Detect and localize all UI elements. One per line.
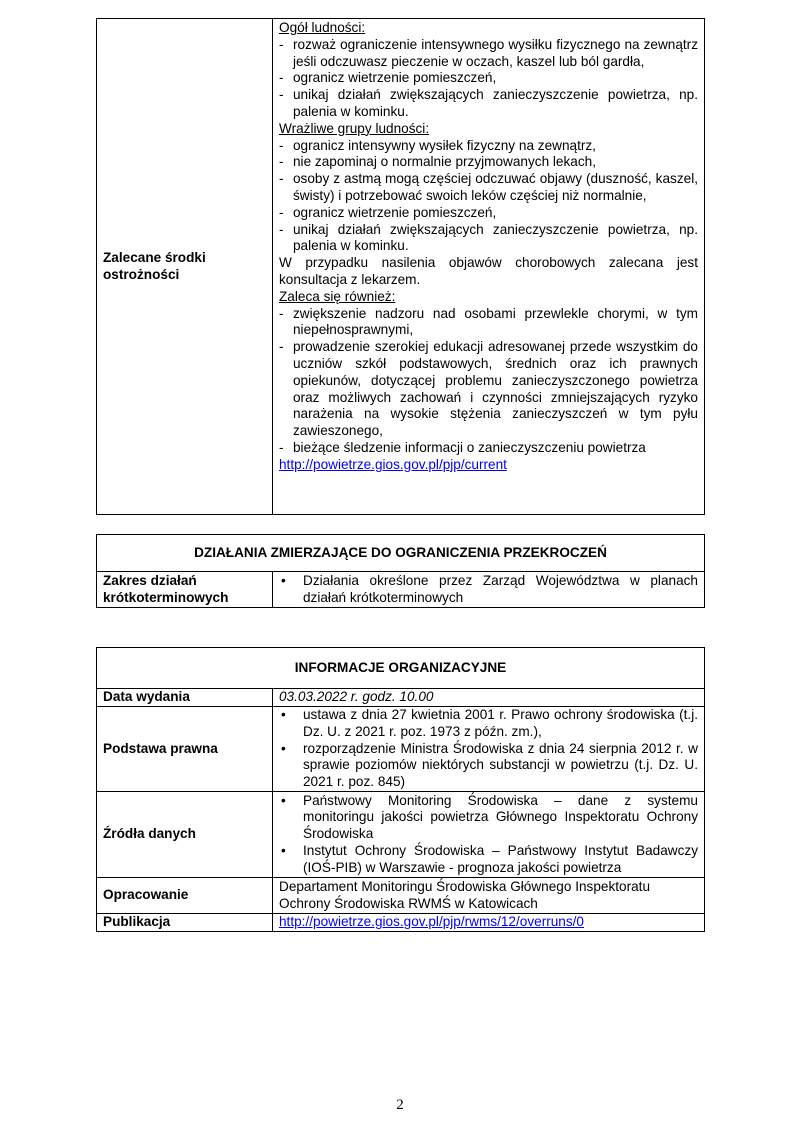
org-table xyxy=(96,647,705,932)
general-item: - unikaj działań zwiększających zanieczyszczenie powietrza, np. palenia w kominku. xyxy=(279,87,698,119)
sensitive-item: - ogranicz wietrzenie pomieszczeń, xyxy=(279,204,497,220)
sensitive-item: - unikaj działań zwiększających zanieczyszczenie powietrza, np. palenia w kominku. xyxy=(279,221,698,254)
legal-item: • ustawa z dnia 27 kwietnia 2001 r. Prawo ochrony środowiska (t.j. Dz. U. z 2021 r. poz. 1973 z późn. zm.), xyxy=(281,707,698,739)
current-data-link[interactable]: http://powietrze.gios.gov.pl/pjp/current xyxy=(279,456,507,472)
publication-cell xyxy=(273,914,705,932)
legal-item: • rozporządzenie Ministra Środowiska z dnia 24 sierpnia 2012 r. w sprawie poziomów niektórych substancji w powietrzu (t.j. Dz. U. 2021 r. poz. 845) xyxy=(281,740,698,790)
actions-label: Zakres działań krótkoterminowych xyxy=(97,572,273,608)
also-item: - prowadzenie szerokiej edukacji adresowanej przede wszystkim do uczniów szkół podstawowych, średnich oraz ich prawnych opiekunów, dotyczącej problemu zanieczyszczonego powietrza oraz możliwych zachowań i czynności zmniejszających ryzyko narażenia na wysokie stężenia zanieczyszczeń w tym pyłu zawieszonego, xyxy=(279,339,698,439)
precautions-table xyxy=(96,18,705,515)
precautions-content xyxy=(273,19,705,515)
prepared-by-label: Opracowanie xyxy=(97,878,273,914)
source-item: • Państwowy Monitoring Środowiska – dane z systemu monitoringu jakości powietrza Głównego Inspektoratu Ochrony Środowiska xyxy=(281,792,698,842)
general-item: - ogranicz wietrzenie pomieszczeń, xyxy=(279,70,497,86)
also-item: - zwiększenie nadzoru nad osobami przewlekle chorymi, w tym niepełnosprawnymi, xyxy=(279,305,698,338)
sensitive-item: - nie zapominaj o normalnie przyjmowanych lekach, xyxy=(279,154,596,170)
publication-link[interactable]: http://powietrze.gios.gov.pl/pjp/rwms/12/overruns/0 xyxy=(279,914,584,930)
consult-text: W przypadku nasilenia objawów chorobowych zalecana jest konsultacja z lekarzem. xyxy=(279,255,698,287)
sensitive-item: - osoby z astmą mogą częściej odczuwać objawy (duszność, kaszel, świsty) i potrzebować swoich leków częściej niż normalnie, xyxy=(279,171,698,203)
data-sources-content xyxy=(273,792,705,878)
legal-basis-label: Podstawa prawna xyxy=(97,707,273,792)
publication-label: Publikacja xyxy=(97,914,273,932)
org-heading: INFORMACJE ORGANIZACYJNE xyxy=(97,648,705,689)
data-sources-label: Źródła danych xyxy=(97,792,273,878)
actions-table xyxy=(96,534,705,608)
also-item: - bieżące śledzenie informacji o zanieczyszczeniu powietrza xyxy=(279,439,646,455)
page-number: 2 xyxy=(396,1097,404,1113)
general-heading: Ogół ludności: xyxy=(279,20,366,35)
also-heading: Zaleca się również: xyxy=(279,288,396,304)
legal-basis-content xyxy=(273,707,705,792)
sensitive-heading: Wrażliwe grupy ludności: xyxy=(279,120,430,136)
sensitive-item: - ogranicz intensywny wysiłek fizyczny na zewnątrz, xyxy=(279,137,596,153)
general-item: - rozważ ograniczenie intensywnego wysiłku fizycznego na zewnątrz jeśli odczuwasz pieczenie w oczach, kaszel lub ból gardła, xyxy=(279,36,698,69)
actions-item: • Działania określone przez Zarząd Województwa w planach działań krótkoterminowych xyxy=(281,572,698,605)
issue-date-label: Data wydania xyxy=(97,689,273,707)
precautions-label: Zalecane środki ostrożności xyxy=(97,19,273,515)
actions-content xyxy=(273,572,705,608)
issue-date-value: 03.03.2022 r. godz. 10.00 xyxy=(273,689,705,707)
actions-heading: DZIAŁANIA ZMIERZAJĄCE DO OGRANICZENIA PRZEKROCZEŃ xyxy=(97,535,705,572)
prepared-by-value: Departament Monitoringu Środowiska Głównego Inspektoratu Ochrony Środowiska RWMŚ w Katowicach xyxy=(273,878,705,914)
source-item: • Instytut Ochrony Środowiska – Państwowy Instytut Badawczy (IOŚ-PIB) w Warszawie - prognoza jakości powietrza xyxy=(281,842,698,875)
